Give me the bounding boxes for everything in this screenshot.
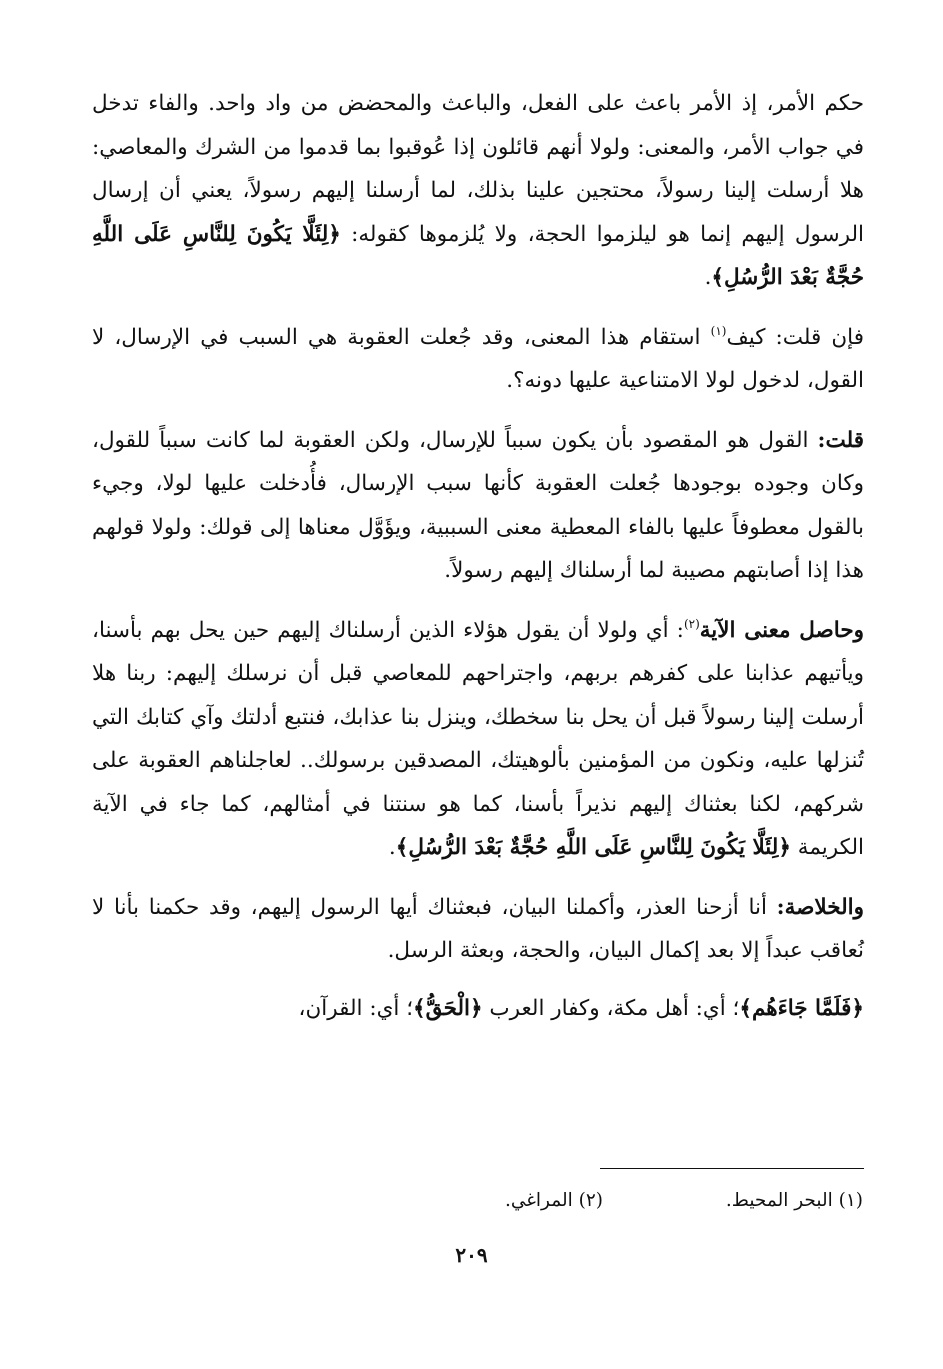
- paragraph-4: [92, 609, 864, 870]
- footnotes: [263, 1186, 863, 1216]
- paragraph-1-end: .: [704, 265, 712, 290]
- paragraph-4-lead: وحاصل معنى الآية: [699, 617, 864, 643]
- paragraph-3-lead: قلت:: [817, 427, 864, 453]
- paragraph-3: [92, 419, 864, 593]
- paragraph-6: [92, 987, 864, 1031]
- footnote-ref-1: (١): [710, 323, 727, 338]
- paragraph-4-end: .: [388, 835, 396, 860]
- paragraph-5-lead: والخلاصة:: [776, 894, 864, 920]
- paragraph-1-text: حكم الأمر، إذ الأمر باعث على الفعل، والباعث والمحضض من واد واحد. والفاء تدخل في جواب الأمر، والمعنى: ولولا أنهم قائلون إذا عُوقبوا بما قدموا من الشرك والمعاصي: هلا أرسلت إلينا رسولاً، محتجين علينا بذلك، لما أرسلنا إليهم رسولاً، يعني أن إرسال الرسول إليهم إنما هو ليلزموا الحجة، ولا يُلزموها كقوله:: [92, 91, 864, 247]
- footnote-ref-2: (٢): [683, 616, 700, 631]
- page-body: [92, 82, 864, 1030]
- paragraph-2-text-b: استقام هذا المعنى، وقد جُعلت العقوبة هي السبب في الإرسال، لا القول، لدخول لولا الامتناعية عليها دونه؟.: [92, 324, 864, 393]
- quran-phrase-2: ﴿الْحَقُّ﴾: [413, 995, 483, 1021]
- paragraph-3-text: القول هو المقصود بأن يكون سبباً للإرسال، ولكن العقوبة لما كانت سبباً للقول، وكان وجوده بوجودها جُعلت العقوبة كأنها سبب الإرسال، فأُدخلت عليها لولا، وجيء بالقول معطوفاً عليها بالفاء المعطية معنى السببية، ويؤَوَّل معناها إلى قولك: ولولا قولهم هذا إذا أصابتهم مصيبة لما أرسلناك إليهم رسولاً.: [92, 427, 864, 583]
- footnote-divider: [600, 1168, 864, 1169]
- paragraph-5: [92, 886, 864, 973]
- quran-phrase-1: ﴿فَلَمَّا جَاءَهُم﴾: [739, 995, 864, 1021]
- paragraph-2-text-a: فإن قلت: كيف: [726, 324, 865, 350]
- quran-verse-2: ﴿لِئَلَّا يَكُونَ لِلنَّاسِ عَلَى اللَّهِ حُجَّةٌ بَعْدَ الرُّسُلِ﴾: [395, 835, 791, 860]
- quran-verse-1: ﴿لِئَلَّا يَكُونَ لِلنَّاسِ عَلَى اللَّهِ حُجَّةٌ بَعْدَ الرُّسُلِ﴾: [92, 221, 864, 290]
- paragraph-1: [92, 82, 864, 300]
- footnote-1: (١) البحر المحيط.: [725, 1190, 863, 1211]
- footnote-2: (٢) المراغي.: [504, 1190, 603, 1211]
- paragraph-4-text: : أي ولولا أن يقول هؤلاء الذين أرسلناك إليهم حين يحل بهم بأسنا، ويأتيهم عذابنا على كفرهم بربهم، واجتراحهم للمعاصي قبل أن نرسلك إليهم: ربنا هلا أرسلت إلينا رسولاً قبل أن يحل بنا سخطك، وينزل بنا عذابك، فنتبع أدلتك وآي كتابك التي تُنزلها عليه، ونكون من المؤمنين بألوهيتك، المصدقين برسولك.. لعاجلناهم العقوبة على شركهم، لكنا بعثناك إليهم نذيراً بأسنا، كما هو سنتنا في أمثالهم، كما جاء في الآية الكريمة: [92, 617, 864, 860]
- paragraph-6-text-a: ؛ أي: أهل مكة، وكفار العرب: [482, 995, 740, 1021]
- paragraph-2: [92, 316, 864, 403]
- paragraph-6-text-b: ؛ أي: القرآن،: [298, 995, 414, 1021]
- page-number: ٢٠٩: [455, 1243, 488, 1267]
- paragraph-5-text: أنا أزحنا العذر، وأكملنا البيان، فبعثناك أيها الرسول إليهم، وقد حكمنا بأنا لا نُعاقب عبداً إلا بعد إكمال البيان، والحجة، وبعثة الرسل.: [92, 894, 864, 963]
